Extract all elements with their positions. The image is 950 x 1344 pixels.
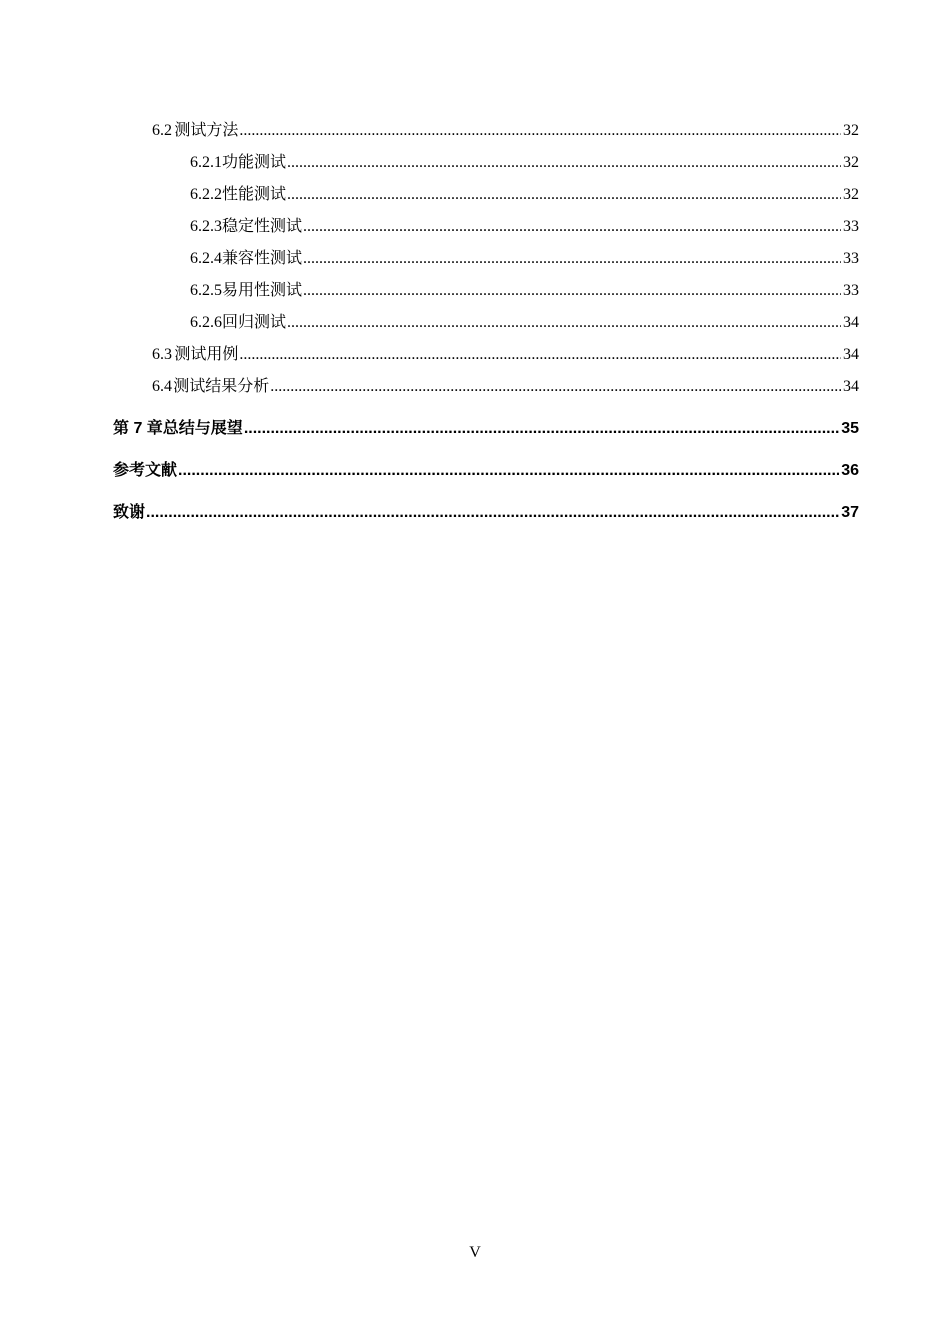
toc-entry[interactable] <box>0 181 950 213</box>
toc-entry-title: 致谢 <box>113 504 146 521</box>
toc-entry[interactable] <box>0 149 950 181</box>
toc-entry-title: 稳定性测试 <box>222 218 303 235</box>
toc-entry-title: 回归测试 <box>222 314 287 331</box>
toc-dot-leader <box>244 420 839 438</box>
toc-entry-page: 34 <box>843 378 859 395</box>
table-of-contents <box>0 117 950 531</box>
toc-entry-page: 32 <box>843 122 859 139</box>
toc-dot-leader <box>287 154 841 172</box>
toc-dot-leader <box>239 122 841 140</box>
toc-entry-page: 34 <box>843 314 859 331</box>
toc-entry-page: 32 <box>843 186 859 203</box>
toc-entry[interactable] <box>0 245 950 277</box>
toc-entry-number: 6.2.3 <box>190 218 222 235</box>
toc-entry-number: 6.2.2 <box>190 186 222 203</box>
toc-entry[interactable] <box>0 213 950 245</box>
toc-entry-number: 6.2.4 <box>190 250 222 267</box>
toc-entry[interactable] <box>0 309 950 341</box>
toc-entry[interactable] <box>0 499 950 531</box>
toc-entry-page: 35 <box>841 420 859 437</box>
toc-dot-leader <box>287 314 841 332</box>
page-number: V <box>469 1244 481 1261</box>
toc-dot-leader <box>303 218 841 236</box>
toc-entry-page: 32 <box>843 154 859 171</box>
toc-entry[interactable] <box>0 117 950 149</box>
toc-entry-title: 参考文献 <box>113 462 178 479</box>
toc-entry-title: 兼容性测试 <box>222 250 303 267</box>
toc-entry[interactable] <box>0 415 950 447</box>
toc-entry-number: 6.4 <box>152 378 172 395</box>
toc-dot-leader <box>303 250 841 268</box>
toc-entry-number: 6.2 <box>152 122 172 139</box>
toc-dot-leader <box>178 462 839 480</box>
toc-entry-title: 易用性测试 <box>222 282 303 299</box>
toc-entry-title: 性能测试 <box>222 186 287 203</box>
toc-entry-title: 测试结果分析 <box>173 378 270 395</box>
toc-dot-leader <box>270 378 841 396</box>
toc-entry-title: 功能测试 <box>222 154 287 171</box>
toc-entry-page: 34 <box>843 346 859 363</box>
toc-entry-title: 测试用例 <box>174 346 239 363</box>
toc-entry-number: 6.2.1 <box>190 154 222 171</box>
toc-entry[interactable] <box>0 277 950 309</box>
toc-entry-title: 总结与展望 <box>162 420 243 437</box>
toc-entry-page: 36 <box>841 462 859 479</box>
toc-entry[interactable] <box>0 373 950 405</box>
toc-entry[interactable] <box>0 457 950 489</box>
toc-entry-page: 33 <box>843 250 859 267</box>
toc-entry-title: 测试方法 <box>174 122 239 139</box>
toc-entry-number: 6.2.6 <box>190 314 222 331</box>
toc-entry-number: 6.2.5 <box>190 282 222 299</box>
toc-entry-page: 37 <box>841 504 859 521</box>
toc-dot-leader <box>287 186 841 204</box>
toc-entry-number: 第 7 章 <box>113 420 163 437</box>
toc-entry-page: 33 <box>843 282 859 299</box>
toc-dot-leader <box>146 504 839 522</box>
toc-entry[interactable] <box>0 341 950 373</box>
toc-dot-leader <box>303 282 841 300</box>
toc-entry-number: 6.3 <box>152 346 172 363</box>
toc-dot-leader <box>239 346 841 364</box>
toc-entry-page: 33 <box>843 218 859 235</box>
